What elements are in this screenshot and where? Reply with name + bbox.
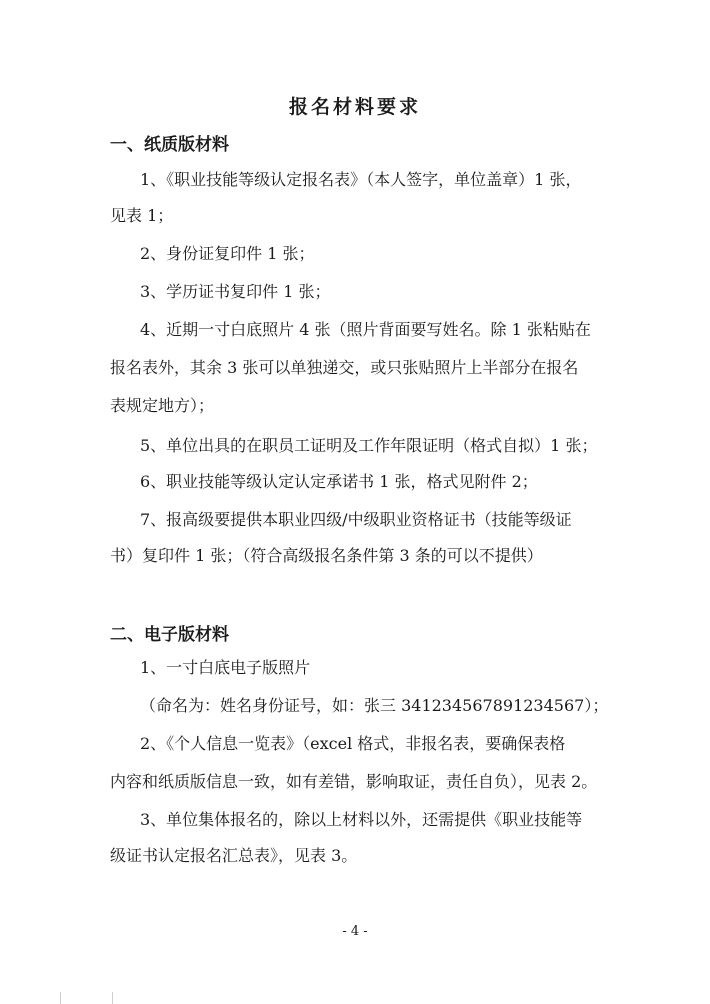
section1-item-6: 6、职业技能等级认定认定承诺书 1 张，格式见附件 2；: [140, 472, 538, 491]
scan-edge-mark: [112, 992, 113, 1004]
section2-item-3: 3、单位集体报名的，除以上材料以外，还需提供《职业技能等: [140, 810, 583, 829]
scan-edge-mark: [60, 992, 61, 1004]
section1-item-7: 7、报高级要提供本职业四级/中级职业资格证书（技能等级证: [140, 510, 572, 529]
section1-item-4-cont-1: 报名表外，其余 3 张可以单独递交，或只张贴照片上半部分在报名: [110, 358, 579, 377]
page-title: 报名材料要求: [288, 96, 421, 118]
page-number: - 4 -: [342, 924, 368, 939]
section1-item-2: 2、身份证复印件 1 张；: [140, 244, 315, 263]
section1-item-4-cont-2: 表规定地方）；: [110, 396, 215, 415]
section1-item-4: 4、近期一寸白底照片 4 张（照片背面要写姓名。除 1 张粘贴在: [140, 320, 591, 339]
section2-item-1: 1、一寸白底电子版照片: [140, 658, 311, 677]
section2-item-1-naming: （命名为：姓名身份证号，如：张三 341234567891234567）；: [140, 696, 609, 715]
section2-item-2: 2、《个人信息一览表》（excel 格式，非报名表，要确保表格: [140, 734, 566, 753]
section1-item-5: 5、单位出具的在职员工证明及工作年限证明（格式自拟）1 张；: [140, 436, 598, 455]
section2-item-3-cont: 级证书认定报名汇总表》，见表 3。: [110, 846, 358, 865]
section2-heading: 二、电子版材料: [110, 625, 229, 645]
section2-item-2-cont: 内容和纸质版信息一致，如有差错，影响取证，责任自负），见表 2。: [110, 772, 598, 791]
section1-item-1-cont: 见表 1；: [110, 206, 174, 225]
section1-heading: 一、纸质版材料: [110, 135, 229, 155]
section1-item-7-cont: 书）复印件 1 张；（符合高级报名条件第 3 条的可以不提供）: [110, 546, 543, 565]
section1-item-1: 1、《职业技能等级认定报名表》（本人签字，单位盖章）1 张，: [140, 170, 582, 189]
section1-item-3: 3、学历证书复印件 1 张；: [140, 282, 331, 301]
